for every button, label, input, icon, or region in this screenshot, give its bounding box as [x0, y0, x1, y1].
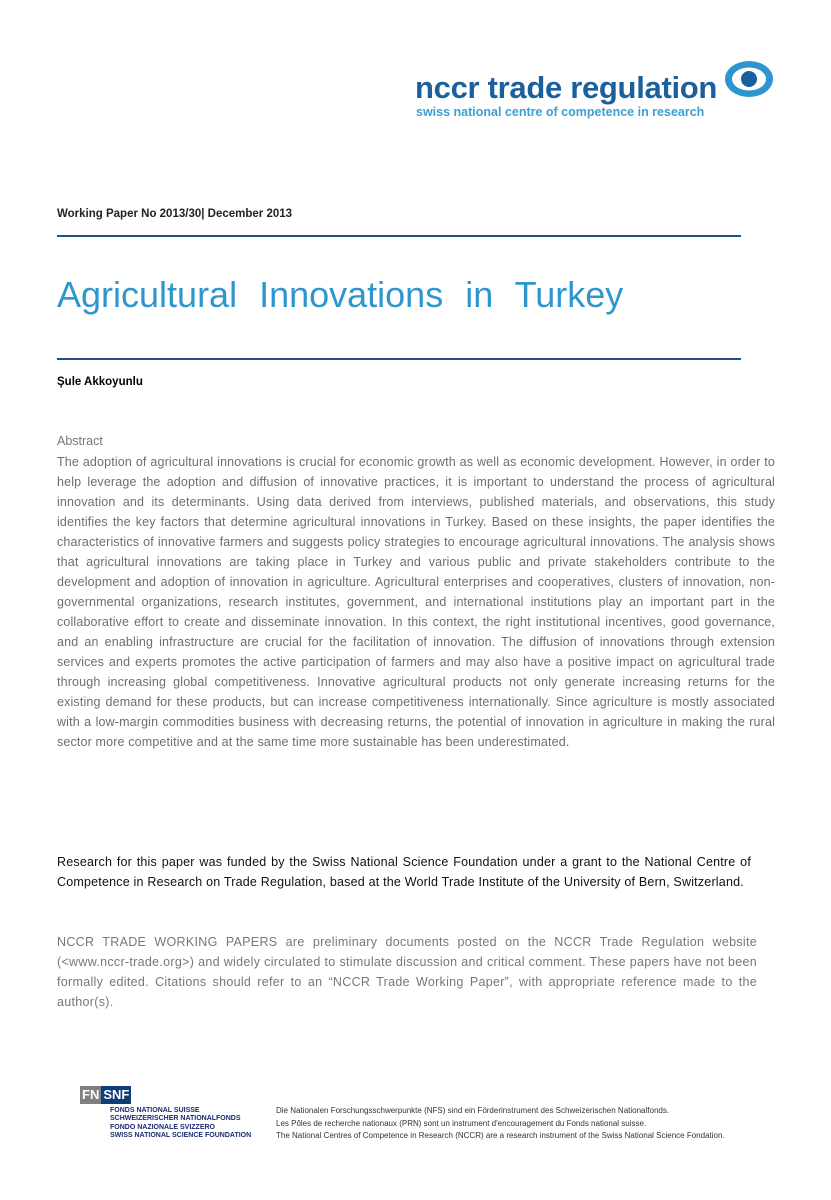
footer-line-de: Die Nationalen Forschungsschwerpunkte (NFS) sind ein Förderinstrument des Schweizerischen Nationalfonds. [276, 1106, 670, 1115]
nccr-logo-subtitle: swiss national centre of competence in research [416, 105, 705, 119]
footer-line-fr: Les Pôles de recherche nationaux (PRN) sont un instrument d'encouragement du Fonds national suisse. [276, 1118, 647, 1128]
abstract-text: The adoption of agricultural innovations is crucial for economic growth as well as economic development. However, in order to help leverage the adoption and diffusion of innovative practices, it is important to understand the process of agricultural innovation and its determinants. Using data derived from interviews, published materials, and observations, this study identifies the key factors that determine agricultural innovations in Turkey. Based on these insights, the paper identifies the characteristics of innovative farmers and suggests policy strategies to encourage agricultural innovations. The analysis shows that agricultural innovations are taking place in Turkey and various public and private stakeholders contribute to the development and adoption of innovation in agriculture. Agricultural enterprises and cooperatives, clusters of innovation, non-governmental organizations, research institutes, government, and international institutions play an important part in the collaborative effort to create and disseminate innovation. In this context, the right institutional incentives, good governance, and an enabling infrastructure are crucial for the facilitation of innovation. The diffusion of innovations through extension services and experts promotes the active participation of farmers and may also have a positive impact on agricultural trade through increasing global competitiveness. Innovative agricultural products not only generate increasing returns for the existing demand for these products, but can increase competitiveness internationally. Since agriculture is mostly associated with a low-margin commodities business with decreasing returns, the potential of innovation in agriculture in making the rural sector more competitive and at the same time more sustainable has been underestimated. [57, 455, 775, 749]
working-paper-number: Working Paper No 2013/30| December 2013 [57, 208, 293, 220]
title-divider [57, 358, 741, 360]
snf-name-fr: FONDS NATIONAL SUISSE [110, 1107, 200, 1114]
fnsnf-logo-snf: SNF [103, 1087, 130, 1102]
fnsnf-logo [80, 1086, 131, 1104]
snf-name-de: SCHWEIZERISCHER NATIONALFONDS [110, 1115, 241, 1123]
fnsnf-logo-fn: FN [82, 1087, 100, 1102]
author-name: Şule Akkoyunlu [57, 376, 143, 388]
working-papers-disclaimer: NCCR TRADE WORKING PAPERS are preliminary documents posted on the NCCR Trade Regulation website (<www.nccr-trade.org>) and widely circulated to stimulate discussion and critical comment. These papers have not been formally edited. Citations should refer to an “NCCR Trade Working Paper”, with appropriate reference made to the author(s). [57, 935, 757, 1009]
top-divider [57, 235, 741, 237]
footer-note [276, 1105, 725, 1143]
snf-name-en: SWISS NATIONAL SCIENCE FOUNDATION [110, 1131, 252, 1139]
snf-name-it: FONDO NAZIONALE SVIZZERO [110, 1123, 215, 1131]
nccr-logo-title: nccr trade regulation [415, 70, 718, 105]
funding-statement: Research for this paper was funded by the Swiss National Science Foundation under a grant to the National Centre of Competence in Research on Trade Regulation, based at the World Trade Institute of the University of Bern, Switzerland. [57, 855, 751, 889]
snf-names [110, 1107, 251, 1140]
paper-title: Agricultural Innovations in Turkey [57, 274, 624, 315]
footer-line-en: The National Centres of Competence in Research (NCCR) are a research instrument of the Swiss National Science Fondation. [276, 1131, 725, 1140]
abstract-heading: Abstract [57, 434, 103, 448]
eye-logo-icon [722, 57, 776, 101]
